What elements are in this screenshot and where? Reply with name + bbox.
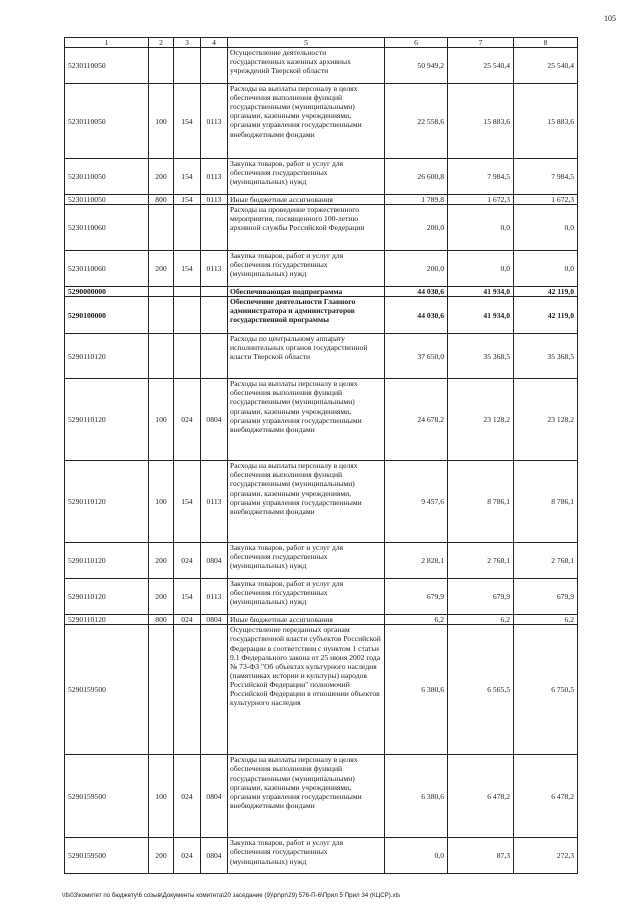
cell-amount-1: 200,0 xyxy=(385,251,448,287)
cell-admin-code: 154 xyxy=(174,579,201,615)
file-path-footer: \\fs03\комитет по бюджету\6 созыв\Документы комитета\20 заседание (9)\pr\pr\29) 576-П-6\Прил 5 Прил 34 (КЦСР).xls xyxy=(62,892,401,899)
cell-description: Расходы на выплаты персоналу в целях обеспечения выполнения функций государственными (муниципальными) органами, казенными учреждениями, органами управления государственными внебюджетными фондами xyxy=(228,461,385,543)
table-row xyxy=(65,543,578,579)
cell-description: Закупка товаров, работ и услуг для обеспечения государственных (муниципальных) нужд xyxy=(228,159,385,195)
cell-amount-2: 6,2 xyxy=(448,615,514,625)
cell-amount-2: 2 768,1 xyxy=(448,543,514,579)
cell-admin-code xyxy=(174,205,201,251)
cell-amount-2: 41 934,0 xyxy=(448,297,514,334)
cell-amount-3: 6,2 xyxy=(514,615,578,625)
cell-amount-2: 35 368,5 xyxy=(448,334,514,379)
cell-description: Иные бюджетные ассигнования xyxy=(228,615,385,625)
cell-code: 5230110060 xyxy=(65,205,149,251)
cell-description: Осуществление переданных органам государственной власти субъектов Российской Федерации в соответствии с пунктом 1 статьи 9.1 Федерального закона от 25 июня 2002 года № 73-ФЗ "Об объектах культурного наследия (памятниках истории и культуры) народов Российской Федерации" полномочий Российской Федерации в отношении объектов культурного наследия xyxy=(228,625,385,755)
cell-amount-1: 50 949,2 xyxy=(385,48,448,84)
cell-amount-1: 44 030,6 xyxy=(385,297,448,334)
cell-admin-code xyxy=(174,334,201,379)
cell-amount-2: 25 540,4 xyxy=(448,48,514,84)
cell-amount-3: 7 984,5 xyxy=(514,159,578,195)
cell-section xyxy=(201,205,228,251)
cell-amount-2: 6 565,5 xyxy=(448,625,514,755)
cell-admin-code: 024 xyxy=(174,838,201,874)
cell-amount-3: 42 119,0 xyxy=(514,297,578,334)
cell-amount-3: 2 768,1 xyxy=(514,543,578,579)
header-cell: 3 xyxy=(174,38,201,48)
cell-code: 5290110120 xyxy=(65,461,149,543)
cell-code: 5290159500 xyxy=(65,755,149,838)
cell-admin-code: 154 xyxy=(174,195,201,205)
cell-amount-1: 1 789,8 xyxy=(385,195,448,205)
cell-description: Обеспечение деятельности Главного администратора и администраторов государственной программы xyxy=(228,297,385,334)
table-row xyxy=(65,297,578,334)
cell-expense-type: 200 xyxy=(149,543,174,579)
table-row xyxy=(65,334,578,379)
cell-section xyxy=(201,334,228,379)
cell-amount-1: 24 678,2 xyxy=(385,379,448,461)
cell-code: 5230110050 xyxy=(65,195,149,205)
cell-expense-type xyxy=(149,287,174,297)
cell-amount-1: 26 600,8 xyxy=(385,159,448,195)
cell-description: Закупка товаров, работ и услуг для обеспечения государственных (муниципальных) нужд xyxy=(228,838,385,874)
cell-admin-code: 024 xyxy=(174,379,201,461)
cell-amount-3: 6 750,5 xyxy=(514,625,578,755)
cell-description: Расходы по центральному аппарату исполнительных органов государственной власти Тверской области xyxy=(228,334,385,379)
cell-admin-code: 154 xyxy=(174,461,201,543)
cell-section: 0804 xyxy=(201,615,228,625)
header-row xyxy=(65,38,578,48)
cell-code: 5290159500 xyxy=(65,838,149,874)
cell-amount-2: 0,0 xyxy=(448,251,514,287)
cell-amount-3: 0,0 xyxy=(514,251,578,287)
cell-section: 0113 xyxy=(201,579,228,615)
cell-description: Обеспечивающая подпрограмма xyxy=(228,287,385,297)
cell-section: 0113 xyxy=(201,159,228,195)
cell-code: 5290110120 xyxy=(65,615,149,625)
cell-expense-type xyxy=(149,625,174,755)
cell-amount-3: 1 672,3 xyxy=(514,195,578,205)
cell-admin-code xyxy=(174,625,201,755)
cell-amount-2: 15 883,6 xyxy=(448,84,514,159)
table-row xyxy=(65,755,578,838)
cell-amount-1: 200,0 xyxy=(385,205,448,251)
cell-amount-3: 42 119,0 xyxy=(514,287,578,297)
cell-code: 5290110120 xyxy=(65,334,149,379)
cell-code: 5290159500 xyxy=(65,625,149,755)
cell-expense-type: 800 xyxy=(149,195,174,205)
cell-section: 0804 xyxy=(201,379,228,461)
cell-code: 5230110050 xyxy=(65,48,149,84)
cell-amount-1: 679,9 xyxy=(385,579,448,615)
cell-expense-type xyxy=(149,334,174,379)
cell-code: 5230110050 xyxy=(65,159,149,195)
cell-section xyxy=(201,625,228,755)
table-row xyxy=(65,579,578,615)
cell-section: 0113 xyxy=(201,251,228,287)
budget-table xyxy=(64,37,578,874)
cell-amount-3: 0,0 xyxy=(514,205,578,251)
table-row xyxy=(65,159,578,195)
cell-code: 5290110120 xyxy=(65,543,149,579)
table-row xyxy=(65,625,578,755)
cell-section xyxy=(201,287,228,297)
cell-section xyxy=(201,297,228,334)
table-row xyxy=(65,205,578,251)
cell-code: 5290000000 xyxy=(65,287,149,297)
cell-admin-code xyxy=(174,48,201,84)
cell-admin-code xyxy=(174,297,201,334)
cell-amount-2: 1 672,3 xyxy=(448,195,514,205)
cell-amount-3: 15 883,6 xyxy=(514,84,578,159)
cell-description: Расходы на выплаты персоналу в целях обеспечения выполнения функций государственными (муниципальными) органами, казенными учреждениями, органами управления государственными внебюджетными фондами xyxy=(228,379,385,461)
table-row xyxy=(65,48,578,84)
cell-expense-type: 200 xyxy=(149,579,174,615)
cell-description: Иные бюджетные ассигнования xyxy=(228,195,385,205)
cell-code: 5230110060 xyxy=(65,251,149,287)
cell-amount-2: 87,3 xyxy=(448,838,514,874)
page-number: 105 xyxy=(604,14,616,23)
cell-description: Закупка товаров, работ и услуг для обеспечения государственных (муниципальных) нужд xyxy=(228,543,385,579)
cell-amount-1: 2 828,1 xyxy=(385,543,448,579)
cell-section: 0804 xyxy=(201,838,228,874)
cell-admin-code: 154 xyxy=(174,159,201,195)
cell-amount-3: 8 786,1 xyxy=(514,461,578,543)
cell-amount-1: 6 380,6 xyxy=(385,755,448,838)
header-cell: 4 xyxy=(201,38,228,48)
cell-expense-type: 100 xyxy=(149,84,174,159)
cell-amount-1: 44 030,6 xyxy=(385,287,448,297)
cell-expense-type: 100 xyxy=(149,461,174,543)
cell-amount-3: 25 540,4 xyxy=(514,48,578,84)
cell-expense-type: 200 xyxy=(149,251,174,287)
table-body xyxy=(65,48,578,874)
cell-description: Осуществление деятельности государственных казенных архивных учреждений Тверской области xyxy=(228,48,385,84)
cell-amount-2: 6 478,2 xyxy=(448,755,514,838)
cell-section: 0804 xyxy=(201,543,228,579)
cell-section: 0113 xyxy=(201,195,228,205)
cell-expense-type xyxy=(149,297,174,334)
cell-admin-code: 154 xyxy=(174,251,201,287)
header-cell: 1 xyxy=(65,38,149,48)
cell-amount-3: 35 368,5 xyxy=(514,334,578,379)
cell-amount-2: 679,9 xyxy=(448,579,514,615)
cell-admin-code: 154 xyxy=(174,84,201,159)
table-row xyxy=(65,84,578,159)
cell-admin-code: 024 xyxy=(174,755,201,838)
cell-amount-1: 9 457,6 xyxy=(385,461,448,543)
table-row xyxy=(65,251,578,287)
cell-expense-type: 200 xyxy=(149,159,174,195)
cell-expense-type xyxy=(149,205,174,251)
table-row xyxy=(65,195,578,205)
table-row xyxy=(65,379,578,461)
header-cell: 6 xyxy=(385,38,448,48)
cell-amount-1: 22 558,6 xyxy=(385,84,448,159)
cell-expense-type: 800 xyxy=(149,615,174,625)
cell-admin-code xyxy=(174,287,201,297)
header-cell: 7 xyxy=(448,38,514,48)
header-cell: 8 xyxy=(514,38,578,48)
cell-code: 5290110120 xyxy=(65,379,149,461)
cell-amount-3: 23 128,2 xyxy=(514,379,578,461)
cell-description: Расходы на проведение торжественного мероприятия, посвященного 100-летию архивной службы Российской Федерации xyxy=(228,205,385,251)
cell-section: 0804 xyxy=(201,755,228,838)
cell-description: Закупка товаров, работ и услуг для обеспечения государственных (муниципальных) нужд xyxy=(228,251,385,287)
cell-code: 5230110050 xyxy=(65,84,149,159)
cell-amount-2: 0,0 xyxy=(448,205,514,251)
cell-section: 0113 xyxy=(201,84,228,159)
cell-amount-2: 23 128,2 xyxy=(448,379,514,461)
table-row xyxy=(65,461,578,543)
cell-amount-2: 8 786,1 xyxy=(448,461,514,543)
cell-amount-3: 6 478,2 xyxy=(514,755,578,838)
cell-description: Расходы на выплаты персоналу в целях обеспечения выполнения функций государственными (муниципальными) органами, казенными учреждениями, органами управления государственными внебюджетными фондами xyxy=(228,755,385,838)
cell-section: 0113 xyxy=(201,461,228,543)
table-row xyxy=(65,615,578,625)
cell-code: 5290100000 xyxy=(65,297,149,334)
cell-description: Закупка товаров, работ и услуг для обеспечения государственных (муниципальных) нужд xyxy=(228,579,385,615)
cell-section xyxy=(201,48,228,84)
table-row xyxy=(65,838,578,874)
header-cell: 5 xyxy=(228,38,385,48)
cell-admin-code: 024 xyxy=(174,543,201,579)
cell-amount-2: 7 984,5 xyxy=(448,159,514,195)
cell-amount-1: 37 650,0 xyxy=(385,334,448,379)
cell-expense-type: 100 xyxy=(149,379,174,461)
cell-amount-2: 41 934,0 xyxy=(448,287,514,297)
table-row xyxy=(65,287,578,297)
cell-expense-type: 100 xyxy=(149,755,174,838)
cell-amount-3: 679,9 xyxy=(514,579,578,615)
cell-expense-type: 200 xyxy=(149,838,174,874)
cell-expense-type xyxy=(149,48,174,84)
cell-amount-1: 0,0 xyxy=(385,838,448,874)
cell-amount-1: 6 380,6 xyxy=(385,625,448,755)
cell-description: Расходы на выплаты персоналу в целях обеспечения выполнения функций государственными (муниципальными) органами, казенными учреждениями, органами управления государственными внебюджетными фондами xyxy=(228,84,385,159)
cell-amount-3: 272,3 xyxy=(514,838,578,874)
cell-amount-1: 6,2 xyxy=(385,615,448,625)
cell-admin-code: 024 xyxy=(174,615,201,625)
cell-code: 5290110120 xyxy=(65,579,149,615)
header-cell: 2 xyxy=(149,38,174,48)
